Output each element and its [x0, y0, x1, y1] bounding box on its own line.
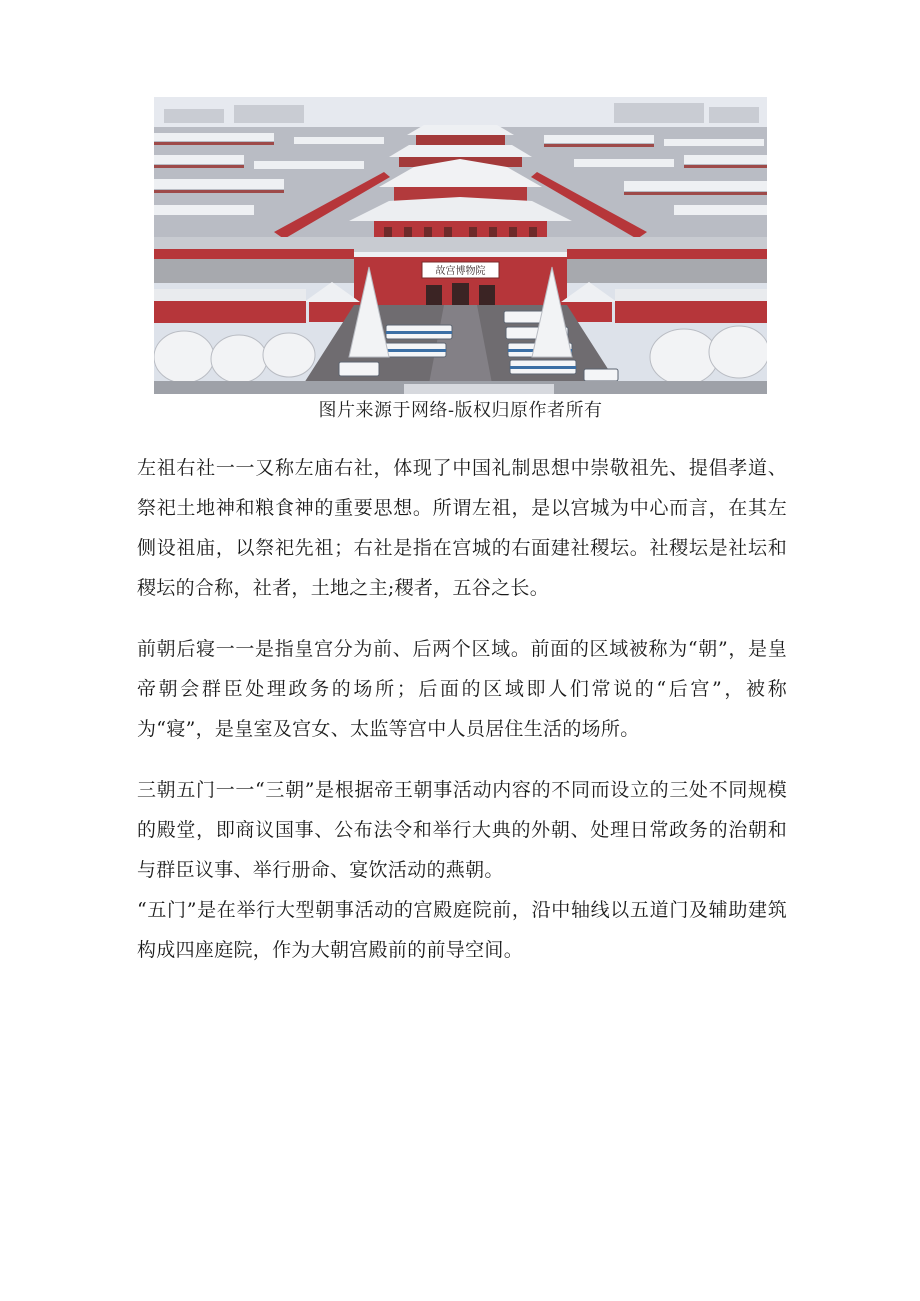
palace-photo — [154, 97, 767, 394]
paragraph-wumen: “五门”是在举行大型朝事活动的宫殿庭院前，沿中轴线以五道门及辅助建筑构成四座庭院，作为大朝宫殿前的前导空间。 — [137, 899, 787, 961]
article-body — [137, 448, 787, 970]
paragraph-sanchao-wumen: 三朝五门一一“三朝”是根据帝王朝事活动内容的不同而设立的三处不同规模的殿堂，即商议国事、公布法令和举行大典的外朝、处理日常政务的治朝和与群臣议事、举行册命、宴饮活动的燕朝。 — [137, 779, 787, 881]
image-caption: 图片来源于网络-版权归原作者所有 — [318, 400, 603, 421]
paragraph-qianchao-houqin: 前朝后寝一一是指皇宫分为前、后两个区域。前面的区域被称为“朝”，是皇帝朝会群臣处理政务的场所；后面的区域即人们常说的“后宫”，被称为“寝”，是皇室及宫女、太监等宫中人员居住生活的场所。 — [137, 638, 787, 740]
signboard-text: 故宫博物院 — [435, 266, 486, 277]
paragraph-zuozu-youshe: 左祖右社一一又称左庙右社，体现了中国礼制思想中崇敬祖先、提倡孝道、祭祀土地神和粮食神的重要思想。所谓左祖，是以宫城为中心而言，在其左侧设祖庙，以祭祀先祖；右社是指在宫城的右面建社稷坛。社稷坛是社坛和稷坛的合称，社者，土地之主;稷者，五谷之长。 — [137, 457, 787, 599]
